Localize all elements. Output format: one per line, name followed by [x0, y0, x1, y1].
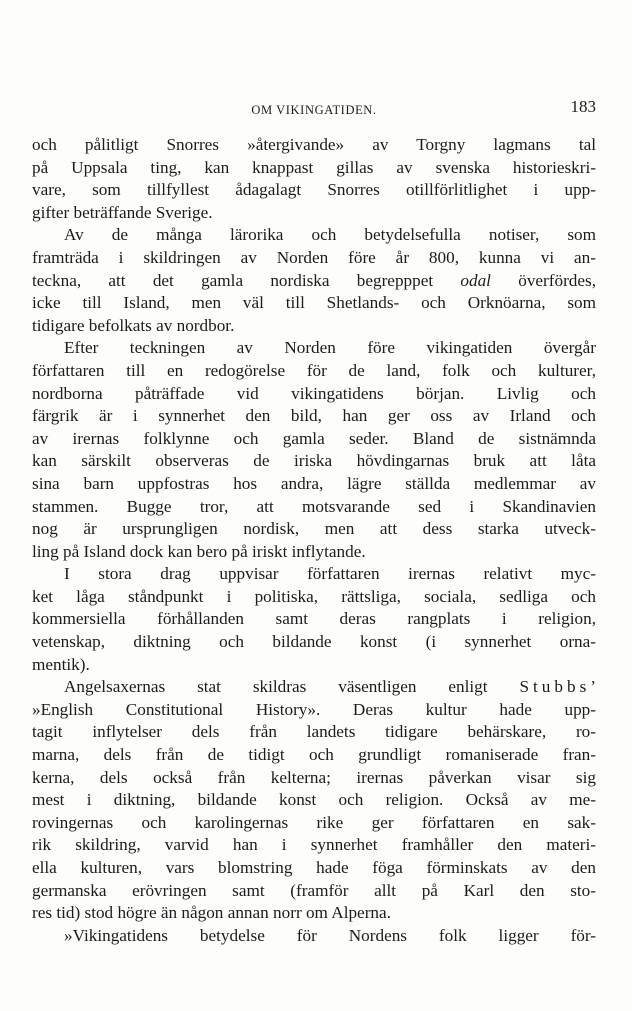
- text-line: Av de många lärorika och betydelsefulla notiser, som: [64, 225, 596, 245]
- page-number: 183: [570, 97, 596, 116]
- text-line: färgrik är i synnerhet den bild, han ger oss av Irland och: [32, 406, 596, 426]
- text-fragment: överfördes,: [518, 270, 597, 290]
- text-line: gifter beträffande Sverige.: [32, 202, 213, 222]
- text-line: kommersiella förhållanden samt deras rangplats i religion,: [32, 609, 596, 629]
- text-line: res tid) stod högre än någon annan norr om Alperna.: [32, 903, 391, 923]
- text-line: marna, dels från de tidigt och grundligt romaniserade fran-: [32, 745, 596, 765]
- text-line: ling på Island dock kan bero på iriskt inflytande.: [32, 541, 366, 561]
- text-line: nog är ursprungligen nordisk, men att dess starka utveck-: [32, 519, 596, 539]
- text-line: ket låga ståndpunkt i politiska, rättsliga, sociala, sedliga och: [32, 586, 596, 606]
- text-line: »Vikingatidens betydelse för Nordens folk ligger för-: [64, 925, 596, 945]
- text-line: av irernas folklynne och gamla seder. Bland de sistnämnda: [32, 428, 596, 448]
- text-line: »English Constitutional History». Deras kultur hade upp-: [32, 699, 596, 719]
- text-line: vare, som tillfyllest ådagalagt Snorres otillförlitlighet i upp-: [32, 180, 596, 200]
- text-line: [32, 676, 596, 699]
- text-line: författaren till en redogörelse för de land, folk och kulturer,: [32, 360, 596, 380]
- text-line: Efter teckningen av Norden före vikingatiden övergår: [64, 338, 596, 358]
- text-line: ella kulturen, vars blomstring hade föga förminskats av den: [32, 858, 596, 877]
- text-fragment: teckna, att det gamla nordiska begrepppet: [32, 270, 434, 290]
- text-line: vetenskap, diktning och bildande konst (i synnerhet orna-: [32, 632, 596, 652]
- text-line: tagit inflytelser dels från landets tidigare behärskare, ro-: [32, 722, 596, 742]
- text-fragment: Angelsaxernas stat skildras väsentligen enligt: [64, 677, 488, 697]
- text-line: mest i diktning, bildande konst och religion. Också av me-: [32, 790, 596, 810]
- text-line: I stora drag uppvisar författaren irernas relativt myc-: [64, 564, 596, 584]
- text-line: icke till Island, men väl till Shetlands- och Orknöarna, som: [32, 293, 596, 313]
- text-line: mentik).: [32, 654, 90, 674]
- text-line: rik skildring, varvid han i synnerhet framhåller den materi-: [32, 835, 596, 855]
- text-line: stammen. Bugge tror, att motsvarande sed i Skandinavien: [32, 496, 596, 516]
- text-line: kerna, dels också från kelterna; irernas påverkan visar sig: [32, 767, 596, 787]
- text-line: germanska erövringen samt (framför allt på Karl den sto-: [32, 880, 596, 900]
- running-title: OM VIKINGATIDEN.: [251, 103, 377, 117]
- text-line: nordborna påträffade vid vikingatidens början. Livlig och: [32, 383, 596, 403]
- body-text: [32, 134, 596, 947]
- text-line: och pålitligt Snorres »återgivande» av Torgny lagmans tal: [32, 135, 596, 154]
- page-header: [32, 97, 596, 121]
- italic-term: odal: [460, 270, 491, 290]
- text-line: tidigare befolkats av nordbor.: [32, 315, 235, 335]
- text-fragment: ’: [590, 677, 596, 697]
- text-line: sina barn uppfostras hos andra, lägre ställda medlemmar av: [32, 473, 596, 493]
- text-line: rovingernas och karolingernas rike ger författaren en sak-: [32, 812, 596, 832]
- text-line: framträda i skildringen av Norden före år 800, kunna vi an-: [32, 247, 596, 267]
- text-line: kan särskilt observeras de iriska hövdingarnas bruk att låta: [32, 451, 596, 471]
- text-line: på Uppsala ting, kan knappast gillas av svenska historieskri-: [32, 157, 596, 177]
- text-line: [32, 270, 596, 293]
- spaced-author-name: Stubbs: [519, 677, 591, 697]
